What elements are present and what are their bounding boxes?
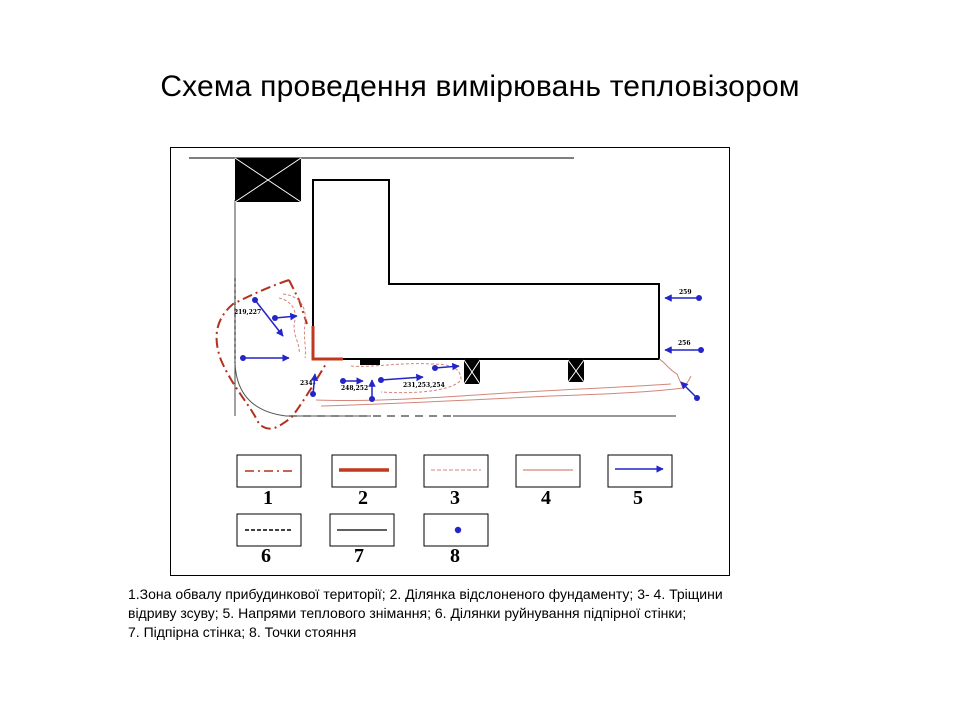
- svg-text:5: 5: [633, 487, 643, 509]
- legend-item-4: [516, 455, 580, 509]
- svg-text:4: 4: [541, 487, 551, 509]
- building-outline: [313, 180, 659, 359]
- crack-dashed-1: [279, 298, 299, 354]
- legend-item-1: [237, 455, 301, 509]
- point-label-231-253-254: 231,253,254: [403, 382, 445, 389]
- crossed-box-small-1: [360, 359, 380, 365]
- crossed-box-small-2: [464, 360, 480, 384]
- figure-caption: [128, 585, 818, 642]
- caption-line-2: відриву зсуву; 5. Напрями теплового знімання; 6. Ділянки руйнування підпірної стінки;: [128, 605, 687, 621]
- svg-text:1: 1: [263, 487, 273, 509]
- point-label-219-227: 219,227: [234, 309, 262, 316]
- legend-item-5: [608, 455, 672, 509]
- slide-title: Схема проведення вимірювань тепловізором: [160, 70, 800, 103]
- caption-line-3: 7. Підпірна стінка; 8. Точки стояння: [128, 624, 357, 640]
- crossed-box-small-3: [568, 360, 584, 382]
- landslide-zone-boundary: [217, 280, 327, 429]
- direction-arrow-10: [665, 347, 704, 353]
- svg-text:7: 7: [354, 545, 364, 567]
- legend-item-6: [237, 514, 301, 567]
- measurement-scheme-diagram: [170, 147, 730, 576]
- scheme-svg: [171, 148, 729, 575]
- caption-line-1: 1.Зона обвалу прибудинкової території; 2. Ділянка відслоненого фундаменту; 3- 4. Тріщини: [128, 586, 723, 602]
- direction-arrow-5: [340, 378, 363, 384]
- legend-item-7: [330, 514, 394, 567]
- legend-item-2: [332, 455, 396, 509]
- direction-arrow-6: [369, 380, 375, 402]
- legend-item-8: [424, 514, 488, 567]
- svg-text:3: 3: [450, 487, 460, 509]
- point-label-234: 234: [300, 380, 313, 387]
- point-label-256: 256: [678, 340, 691, 347]
- svg-text:6: 6: [261, 545, 271, 567]
- direction-arrow-1: [252, 297, 283, 336]
- svg-text:2: 2: [358, 487, 368, 509]
- crossed-box-top: [235, 158, 301, 202]
- direction-arrow-2: [272, 315, 297, 321]
- legend-item-3: [424, 455, 488, 509]
- svg-text:8: 8: [450, 545, 460, 567]
- point-label-248-252: 248,252: [341, 385, 369, 392]
- direction-arrow-8: [432, 365, 459, 371]
- crack-solid-2: [321, 388, 683, 406]
- point-label-259: 259: [679, 289, 692, 296]
- landslide-zone-top: [289, 280, 307, 324]
- direction-arrow-3: [240, 355, 289, 361]
- direction-arrow-11: [681, 382, 700, 401]
- crack-solid-3: [659, 359, 691, 388]
